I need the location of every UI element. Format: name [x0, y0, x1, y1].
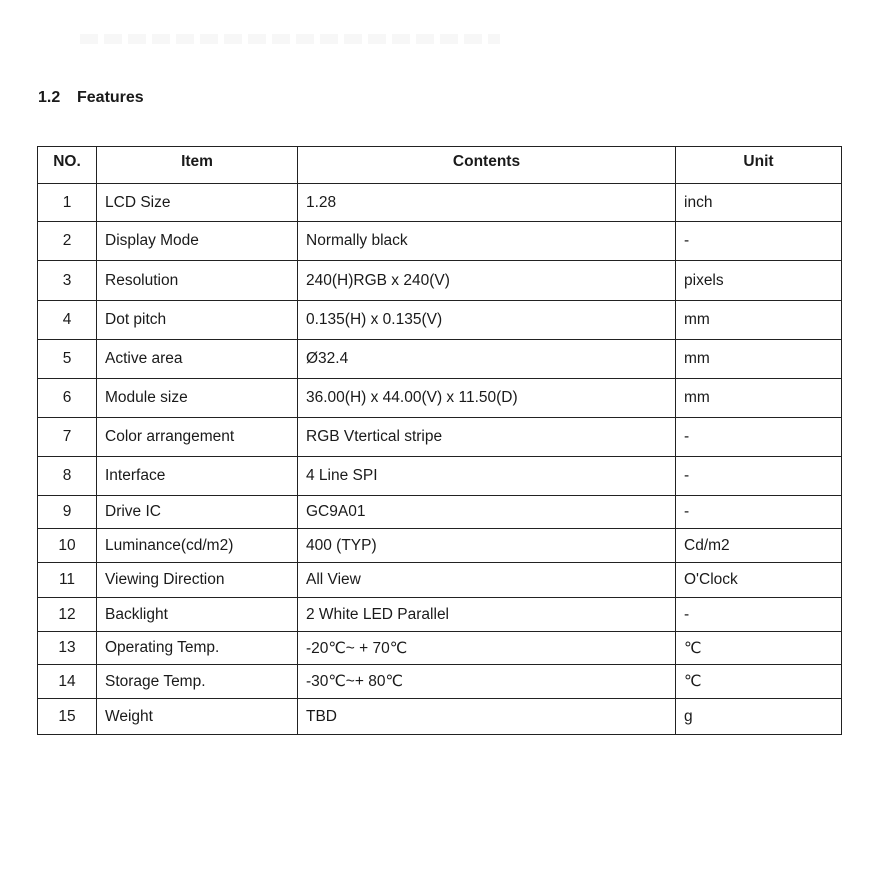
- cell-no: 14: [38, 665, 97, 699]
- table-row: [38, 529, 842, 563]
- header-unit: Unit: [676, 147, 842, 184]
- table-row: [38, 184, 842, 222]
- cell-item: Dot pitch: [97, 301, 298, 340]
- cell-no: 6: [38, 379, 97, 418]
- cell-no: 2: [38, 222, 97, 261]
- cell-contents: -30℃~+ 80℃: [298, 665, 676, 699]
- cell-unit: -: [676, 418, 842, 457]
- cell-unit: -: [676, 222, 842, 261]
- cell-item: Color arrangement: [97, 418, 298, 457]
- table-row: [38, 301, 842, 340]
- cell-contents: 2 White LED Parallel: [298, 598, 676, 632]
- cell-unit: -: [676, 457, 842, 496]
- header-contents: Contents: [298, 147, 676, 184]
- cell-unit: ℃: [676, 665, 842, 699]
- cell-contents: 1.28: [298, 184, 676, 222]
- table-row: [38, 598, 842, 632]
- table-row: [38, 457, 842, 496]
- cell-unit: mm: [676, 340, 842, 379]
- cell-item: Storage Temp.: [97, 665, 298, 699]
- cell-no: 11: [38, 563, 97, 598]
- cell-contents: All View: [298, 563, 676, 598]
- cell-no: 15: [38, 699, 97, 735]
- cell-no: 13: [38, 632, 97, 665]
- cell-unit: ℃: [676, 632, 842, 665]
- cell-item: Active area: [97, 340, 298, 379]
- table-row: [38, 261, 842, 301]
- cell-unit: inch: [676, 184, 842, 222]
- cell-no: 4: [38, 301, 97, 340]
- cell-no: 7: [38, 418, 97, 457]
- table-row: [38, 379, 842, 418]
- table-header-row: [38, 147, 842, 184]
- header-item: Item: [97, 147, 298, 184]
- table-row: [38, 699, 842, 735]
- cell-item: Backlight: [97, 598, 298, 632]
- cell-contents: Normally black: [298, 222, 676, 261]
- cell-contents: RGB Vtertical stripe: [298, 418, 676, 457]
- cell-unit: -: [676, 598, 842, 632]
- table-row: [38, 665, 842, 699]
- table-row: [38, 418, 842, 457]
- cell-item: Weight: [97, 699, 298, 735]
- table-row: [38, 632, 842, 665]
- cell-no: 3: [38, 261, 97, 301]
- cell-contents: 4 Line SPI: [298, 457, 676, 496]
- cell-contents: 0.135(H) x 0.135(V): [298, 301, 676, 340]
- cell-unit: pixels: [676, 261, 842, 301]
- table-row: [38, 563, 842, 598]
- cell-contents: TBD: [298, 699, 676, 735]
- cell-item: Interface: [97, 457, 298, 496]
- cell-contents: 240(H)RGB x 240(V): [298, 261, 676, 301]
- header-no: NO.: [38, 147, 97, 184]
- table-row: [38, 222, 842, 261]
- cell-no: 9: [38, 496, 97, 529]
- cell-contents: Ø32.4: [298, 340, 676, 379]
- cell-contents: GC9A01: [298, 496, 676, 529]
- cell-unit: Cd/m2: [676, 529, 842, 563]
- cell-no: 8: [38, 457, 97, 496]
- cell-item: Display Mode: [97, 222, 298, 261]
- section-heading: [38, 89, 144, 107]
- cell-item: LCD Size: [97, 184, 298, 222]
- cell-no: 10: [38, 529, 97, 563]
- cell-no: 1: [38, 184, 97, 222]
- cell-item: Resolution: [97, 261, 298, 301]
- cell-item: Drive IC: [97, 496, 298, 529]
- cell-unit: -: [676, 496, 842, 529]
- cell-contents: 400 (TYP): [298, 529, 676, 563]
- cell-no: 5: [38, 340, 97, 379]
- table-row: [38, 496, 842, 529]
- cell-contents: 36.00(H) x 44.00(V) x 11.50(D): [298, 379, 676, 418]
- cell-item: Module size: [97, 379, 298, 418]
- cell-item: Luminance(cd/m2): [97, 529, 298, 563]
- section-number: 1.2: [38, 89, 61, 106]
- cell-unit: g: [676, 699, 842, 735]
- cell-item: Operating Temp.: [97, 632, 298, 665]
- cell-item: Viewing Direction: [97, 563, 298, 598]
- cell-unit: mm: [676, 301, 842, 340]
- cell-unit: mm: [676, 379, 842, 418]
- features-table: [37, 146, 842, 735]
- faint-page-header: [80, 34, 500, 44]
- cell-contents: -20℃~ + 70℃: [298, 632, 676, 665]
- table-row: [38, 340, 842, 379]
- section-title: Features: [77, 89, 144, 106]
- cell-no: 12: [38, 598, 97, 632]
- cell-unit: O'Clock: [676, 563, 842, 598]
